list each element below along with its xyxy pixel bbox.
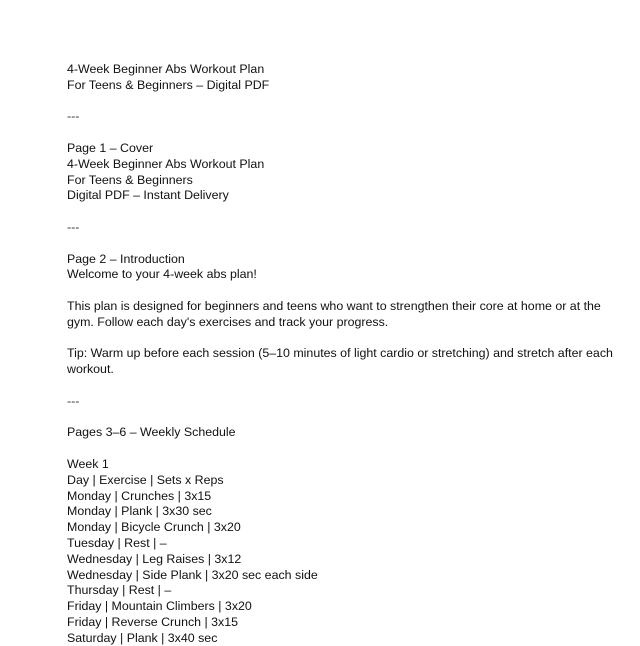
spacer [67, 94, 627, 110]
schedule-columns: Day | Exercise | Sets x Reps [67, 472, 224, 487]
schedule-heading: Pages 3–6 – Weekly Schedule [67, 425, 236, 440]
schedule-row: Saturday | Plank | 3x40 sec [67, 630, 218, 645]
cover-line: 4-Week Beginner Abs Workout Plan [67, 156, 265, 171]
spacer [67, 283, 627, 299]
schedule-row: Wednesday | Leg Raises | 3x12 [67, 551, 242, 566]
spacer [67, 441, 627, 457]
cover-line: Digital PDF – Instant Delivery [67, 188, 229, 203]
spacer [67, 204, 627, 220]
intro-heading: Page 2 – Introduction [67, 251, 185, 266]
document-title: 4-Week Beginner Abs Workout Plan [67, 62, 265, 76]
document-page [67, 62, 627, 646]
document-subtitle: For Teens & Beginners – Digital PDF [67, 77, 270, 92]
spacer [67, 125, 627, 141]
spacer [67, 236, 627, 252]
separator: --- [67, 219, 80, 234]
spacer [67, 378, 627, 394]
separator: --- [67, 393, 80, 408]
schedule-row: Tuesday | Rest | – [67, 535, 167, 550]
separator: --- [67, 109, 80, 124]
schedule-row: Friday | Reverse Crunch | 3x15 [67, 614, 239, 629]
intro-body: This plan is designed for beginners and teens who want to strengthen their core at home or at the gym. Follow each day's exercises and track your progress. [67, 298, 601, 329]
intro-tip: Tip: Warm up before each session (5–10 minutes of light cardio or stretching) and stretch after each workout. [67, 346, 613, 377]
schedule-row: Monday | Plank | 3x30 sec [67, 504, 212, 519]
spacer [67, 410, 627, 426]
spacer [67, 331, 627, 347]
schedule-row: Thursday | Rest | – [67, 583, 172, 598]
cover-line: For Teens & Beginners [67, 172, 193, 187]
schedule-row: Wednesday | Side Plank | 3x20 sec each side [67, 567, 318, 582]
intro-welcome: Welcome to your 4-week abs plan! [67, 267, 257, 282]
cover-heading: Page 1 – Cover [67, 140, 154, 155]
schedule-row: Monday | Bicycle Crunch | 3x20 [67, 520, 241, 535]
week-label: Week 1 [67, 456, 109, 471]
schedule-row: Monday | Crunches | 3x15 [67, 488, 212, 503]
schedule-row: Friday | Mountain Climbers | 3x20 [67, 599, 252, 614]
